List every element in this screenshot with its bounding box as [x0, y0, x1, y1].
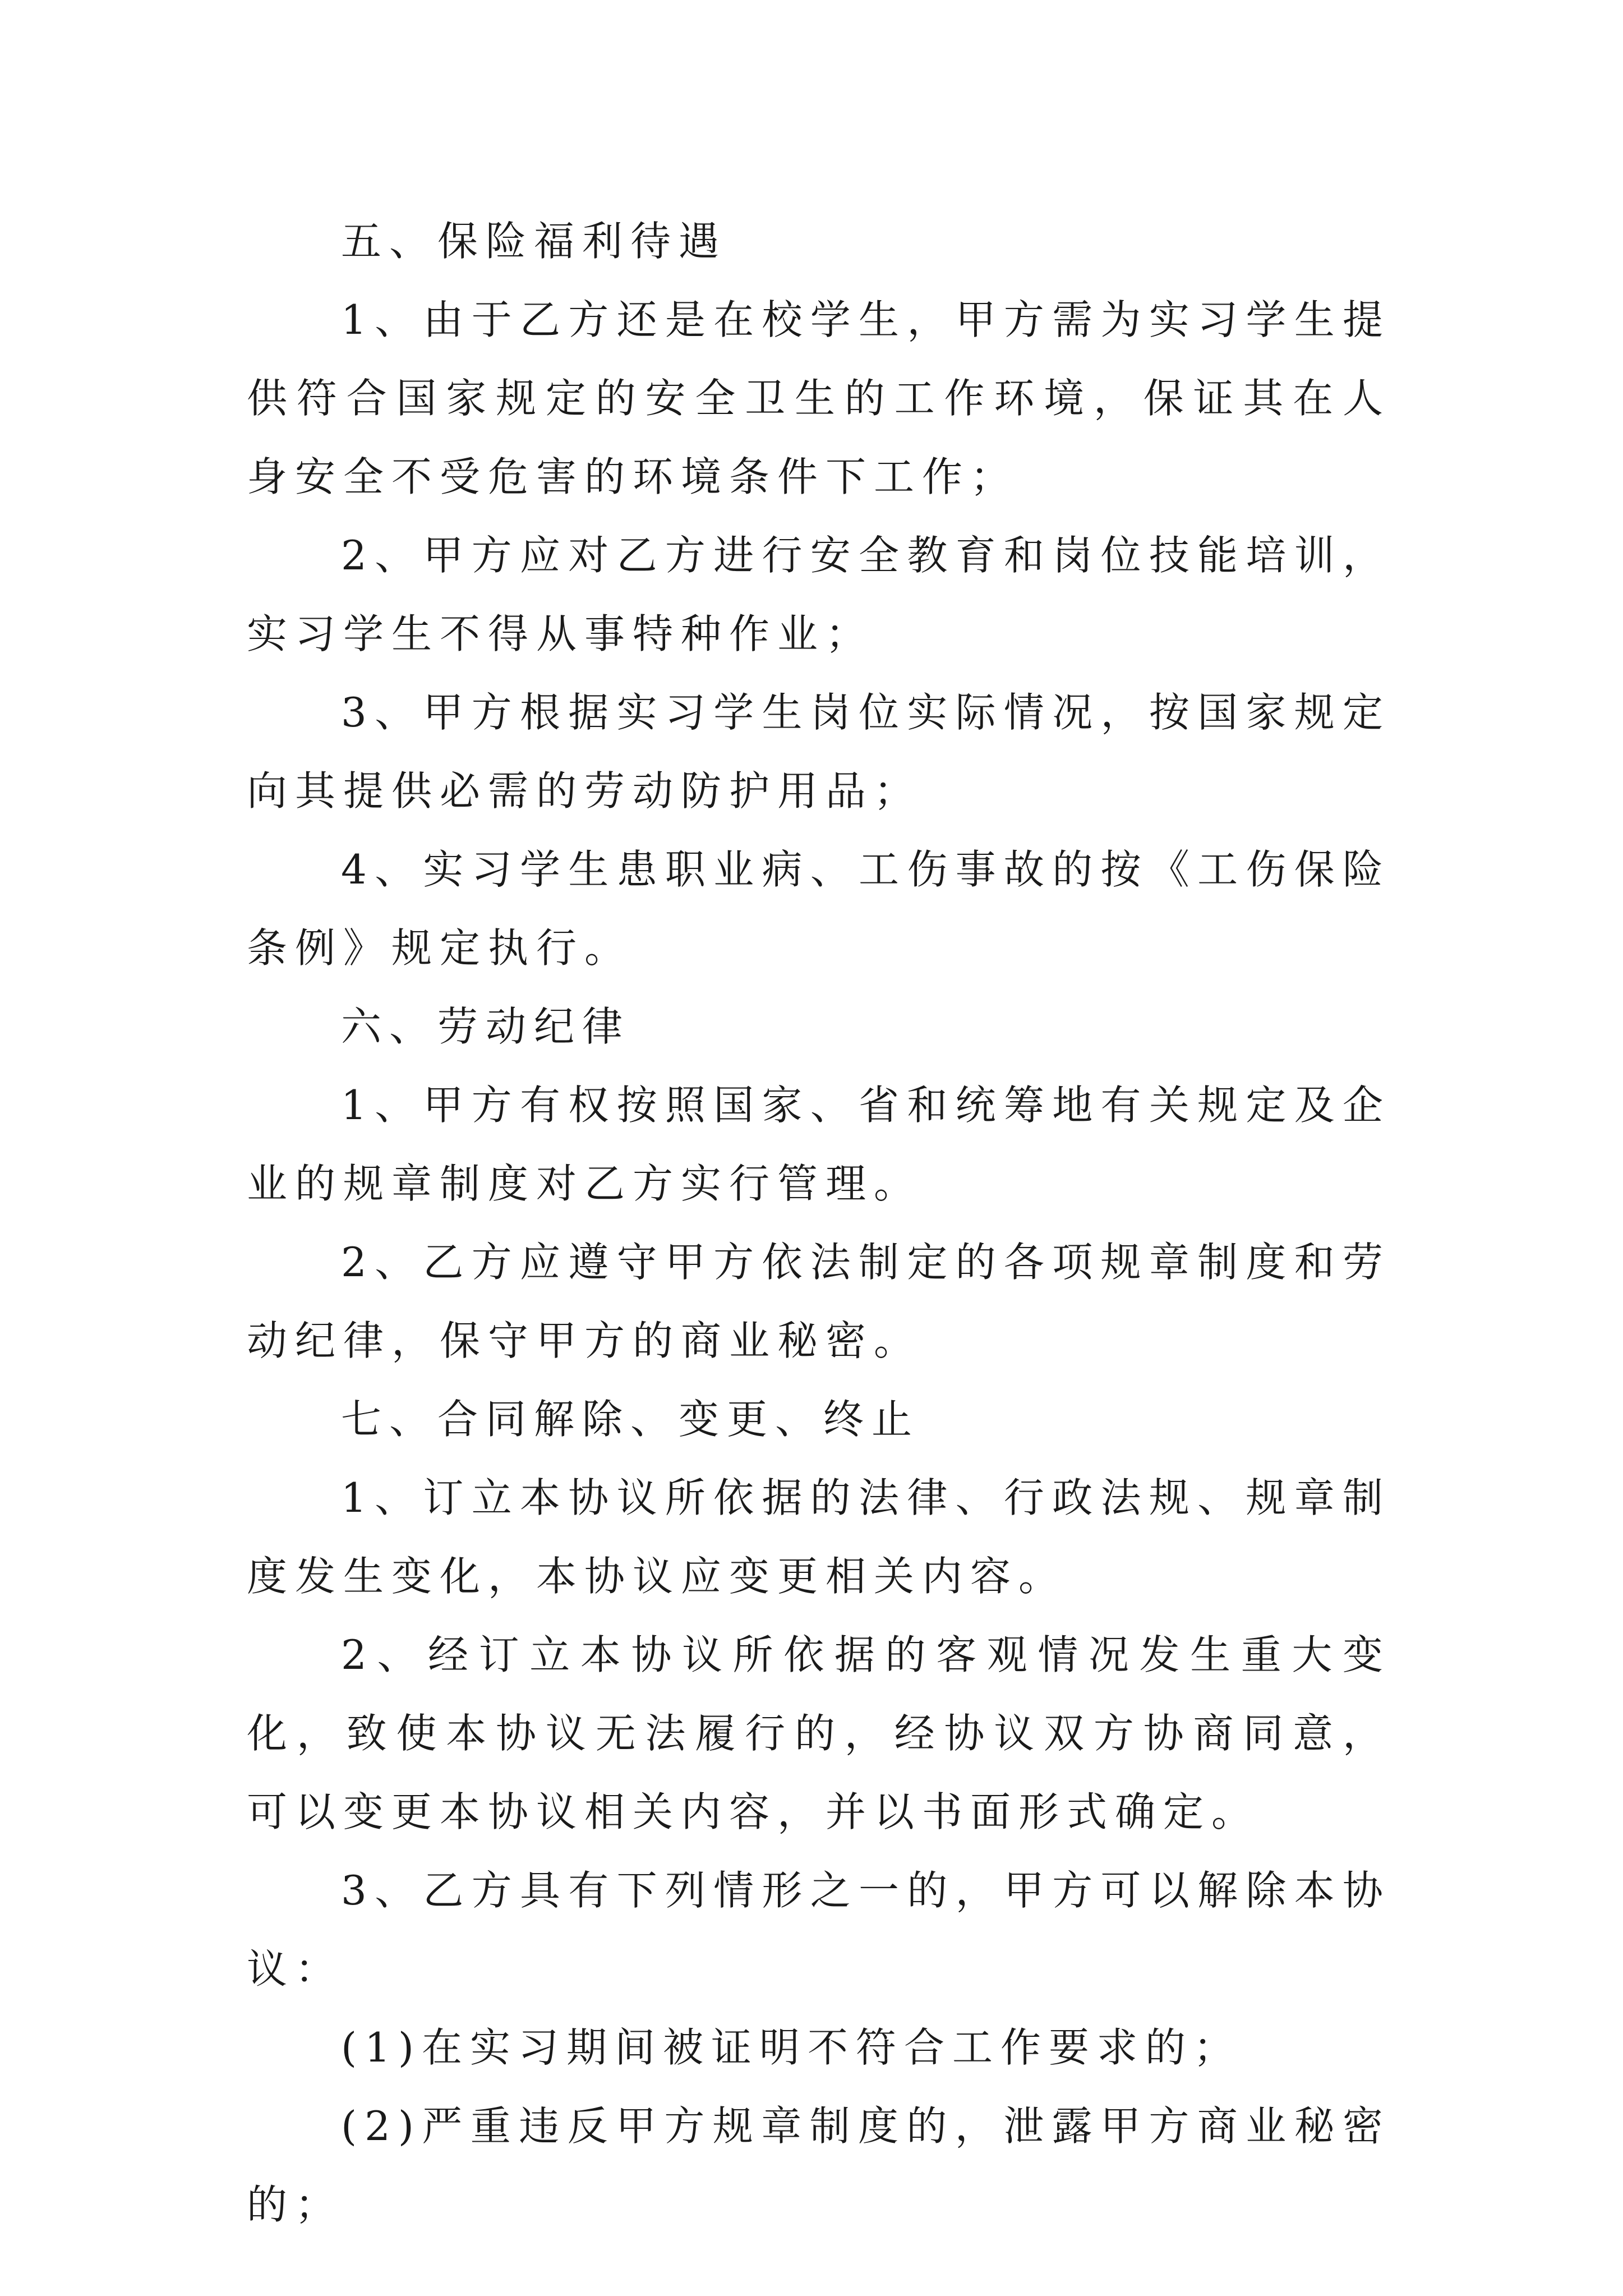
clause-6-2: 2、乙方应遵守甲方依法制定的各项规章制度和劳动纪律，保守甲方的商业秘密。	[247, 1239, 1391, 1364]
section-heading-discipline: 六、劳动纪律	[341, 1003, 631, 1050]
clause-7-2: 2、经订立本协议所依据的客观情况发生重大变化，致使本协议无法履行的，经协议双方协商同意，可以变更本协议相关内容，并以书面形式确定。	[247, 1631, 1391, 1835]
clause-7-3-item-1: (1)在实习期间被证明不符合工作要求的；	[341, 2024, 1242, 2071]
clause-5-1: 1、由于乙方还是在校学生，甲方需为实习学生提供符合国家规定的安全卫生的工作环境，保证其在人身安全不受危害的环境条件下工作；	[247, 296, 1391, 500]
clause-7-1: 1、订立本协议所依据的法律、行政法规、规章制度发生变化，本协议应变更相关内容。	[247, 1474, 1391, 1600]
clause-5-2: 2、甲方应对乙方进行安全教育和岗位技能培训，实习学生不得从事特种作业；	[247, 532, 1391, 657]
clause-7-3-item-2: (2)严重违反甲方规章制度的，泄露甲方商业秘密的；	[247, 2102, 1391, 2228]
section-heading-insurance: 五、保险福利待遇	[341, 218, 727, 265]
document-body	[247, 202, 1391, 2244]
clause-5-3: 3、甲方根据实习学生岗位实际情况，按国家规定向其提供必需的劳动防护用品；	[247, 689, 1391, 815]
section-heading-termination: 七、合同解除、变更、终止	[341, 1396, 920, 1443]
clause-7-3: 3、乙方具有下列情形之一的，甲方可以解除本协议：	[247, 1867, 1391, 1993]
clause-5-4: 4、实习学生患职业病、工伤事故的按《工伤保险条例》规定执行。	[247, 846, 1391, 972]
clause-6-1: 1、甲方有权按照国家、省和统筹地有关规定及企业的规章制度对乙方实行管理。	[247, 1082, 1391, 1207]
